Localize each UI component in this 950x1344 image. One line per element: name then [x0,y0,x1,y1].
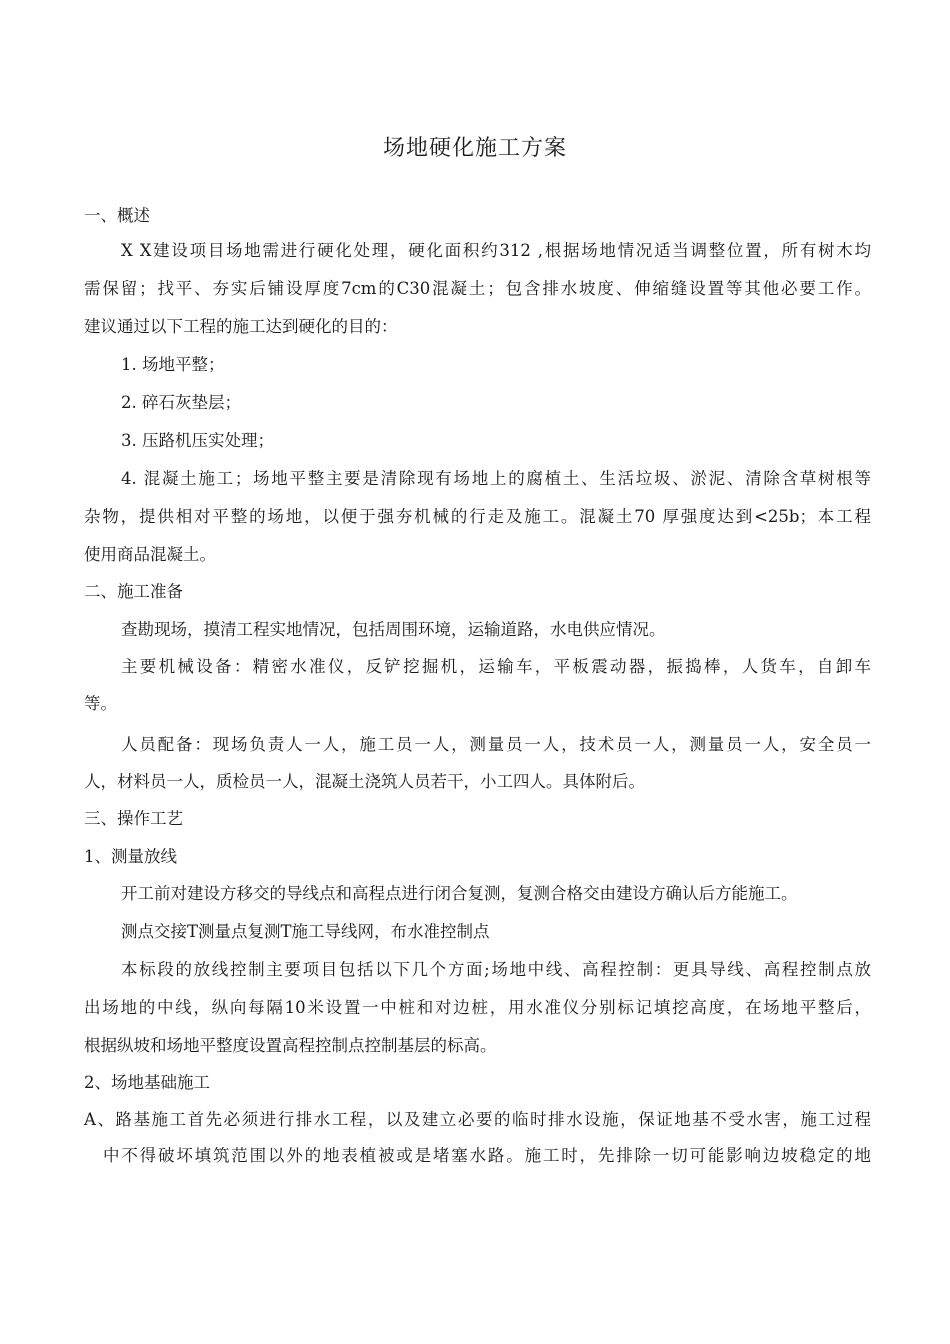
paragraph-line: 人，材料员一人，质检员一人，混凝土浇筑人员若干，小工四人。具体附后。 [84,772,645,791]
subsection-heading-foundation: 2、场地基础施工 [84,1073,210,1092]
paragraph-line: 需保留；找平、夯实后铺设厚度7cm的C30混凝土；包含排水坡度、伸缩缝设置等其他必要工作。 [84,279,871,298]
paragraph-line: 本标段的放线控制主要项目包括以下几个方面;场地中线、高程控制：更具导线、高程控制点放 [121,960,871,979]
document-title: 场地硬化施工方案 [382,136,567,161]
paragraph-line: X X建设项目场地需进行硬化处理，硬化面积约312 ,根据场地情况适当调整位置，所有树木均 [121,241,871,260]
paragraph-line: 等。 [84,694,117,713]
paragraph-line: 建议通过以下工程的施工达到硬化的目的： [84,317,398,336]
list-item: 2. 碎石灰垫层； [121,393,241,412]
section-heading-overview: 一、概述 [84,206,150,225]
section-heading-process: 三、操作工艺 [84,809,183,828]
subsection-heading-survey: 1、测量放线 [84,847,177,866]
section-heading-preparation: 二、施工准备 [84,582,183,601]
paragraph-line: 中不得破坏填筑范围以外的地表植被或是堵塞水路。施工时，先排除一切可能影响边坡稳定的地 [103,1146,871,1165]
paragraph-line: 根据纵坡和场地平整度设置高程控制点控制基层的标高。 [84,1036,497,1055]
list-item: 4. 混凝土施工；场地平整主要是清除现有场地上的腐植土、生活垃圾、淤泥、清除含草树根等 [121,469,871,488]
list-item: 1. 场地平整； [121,355,225,374]
paragraph-line: 测点交接T测量点复测T施工导线网，布水准控制点 [121,922,490,941]
paragraph-line: 人员配备：现场负责人一人，施工员一人，测量员一人，技术员一人，测量员一人，安全员一 [121,735,871,754]
paragraph-line: 查勘现场，摸清工程实地情况，包括周围环境，运输道路，水电供应情况。 [121,620,666,639]
paragraph-line: A、路基施工首先必须进行排水工程，以及建立必要的临时排水设施，保证地基不受水害，施工过程 [84,1110,871,1129]
paragraph-line: 开工前对建设方移交的导线点和高程点进行闭合复测，复测合格交由建设方确认后方能施工。 [121,884,798,903]
paragraph-line: 杂物，提供相对平整的场地，以便于强夯机械的行走及施工。混凝土70 厚强度达到<25b；本工程 [84,507,871,526]
paragraph-line: 主要机械设备：精密水准仪，反铲挖掘机，运输车，平板震动器，振捣棒，人货车，自卸车 [121,657,871,676]
list-item: 3. 压路机压实处理； [121,431,274,450]
paragraph-line: 使用商品混凝土。 [84,545,216,564]
paragraph-line: 出场地的中线，纵向每隔10米设置一中桩和对边桩，用水准仪分别标记填挖高度，在场地平整后， [84,998,871,1017]
